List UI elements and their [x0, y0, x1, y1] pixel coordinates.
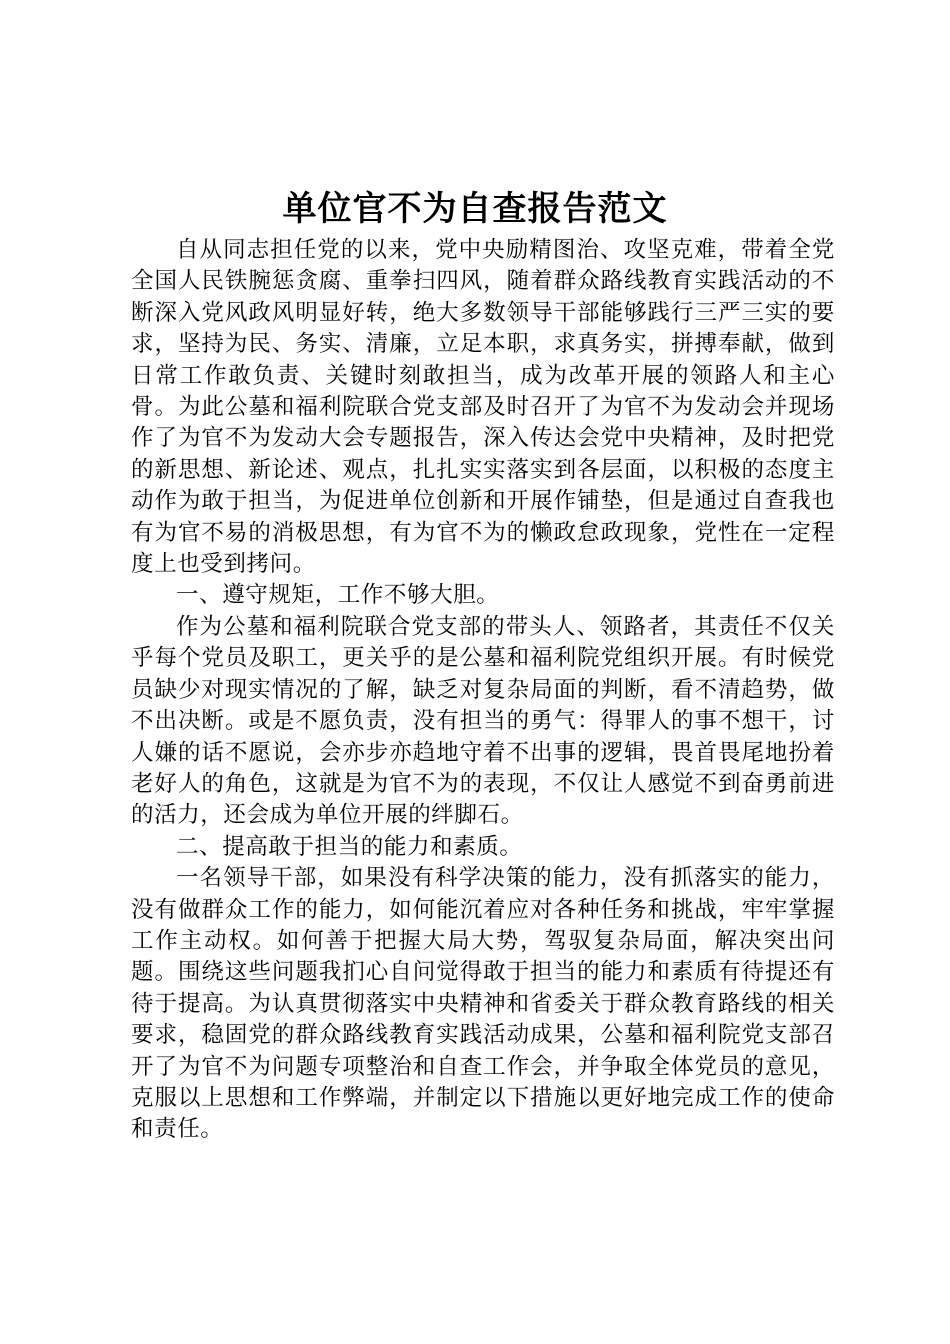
document-title: 单位官不为自查报告范文 — [282, 189, 668, 229]
document-body — [131, 235, 835, 1146]
paragraph-section-2: 一名领导干部，如果没有科学决策的能力，没有抓落实的能力，没有做群众工作的能力，如何能沉着应对各种任务和挑战，牢牢掌握工作主动权。如何善于把握大局大势，驾驭复杂局面，解决突出问题。围绕这些问题我扪心自问觉得敢于担当的能力和素质有待提还有待于提高。为认真贯彻落实中央精神和省委关于群众教育路线的相关要求，稳固党的群众路线教育实践活动成果，公墓和福利院党支部召开了为官不为问题专项整治和自查工作会，并争取全体党员的意见，克服以上思想和工作弊端，并制定以下措施以更好地完成工作的使命和责任。 — [131, 865, 835, 1143]
section-heading-1: 一、遵守规矩，工作不够大胆。 — [176, 582, 500, 609]
paragraph-intro: 自从同志担任党的以来，党中央励精图治、攻坚克难，带着全党全国人民铁腕惩贪腐、重拳扫四风，随着群众路线教育实践活动的不断深入党风政风明显好转，绝大多数领导干部能够践行三严三实的要求，坚持为民、务实、清廉，立足本职，求真务实，拼搏奉献，做到日常工作敢负责、关键时刻敢担当，成为改革开展的领路人和主心骨。为此公墓和福利院联合党支部及时召开了为官不为发动会并现场作了为官不为发动大会专题报告，深入传达会党中央精神，及时把党的新思想、新论述、观点，扎扎实实落实到各层面，以积极的态度主动作为敢于担当，为促进单位创新和开展作铺垫，但是通过自查我也有为官不易的消极思想，有为官不为的懒政怠政现象，党性在一定程度上也受到拷问。 — [131, 237, 835, 578]
section-heading-2: 二、提高敢于担当的能力和素质。 — [176, 833, 523, 860]
paragraph-section-1: 作为公墓和福利院联合党支部的带头人、领路者，其责任不仅关乎每个党员及职工，更关乎的是公墓和福利院党组织开展。有时候党员缺少对现实情况的了解，缺乏对复杂局面的判断，看不清趋势，做不出决断。或是不愿负责，没有担当的勇气：得罪人的事不想干，讨人嫌的话不愿说，会亦步亦趋地守着不出事的逻辑，畏首畏尾地扮着老好人的角色，这就是为官不为的表现，不仅让人感觉不到奋勇前进的活力，还会成为单位开展的绊脚石。 — [131, 613, 835, 829]
